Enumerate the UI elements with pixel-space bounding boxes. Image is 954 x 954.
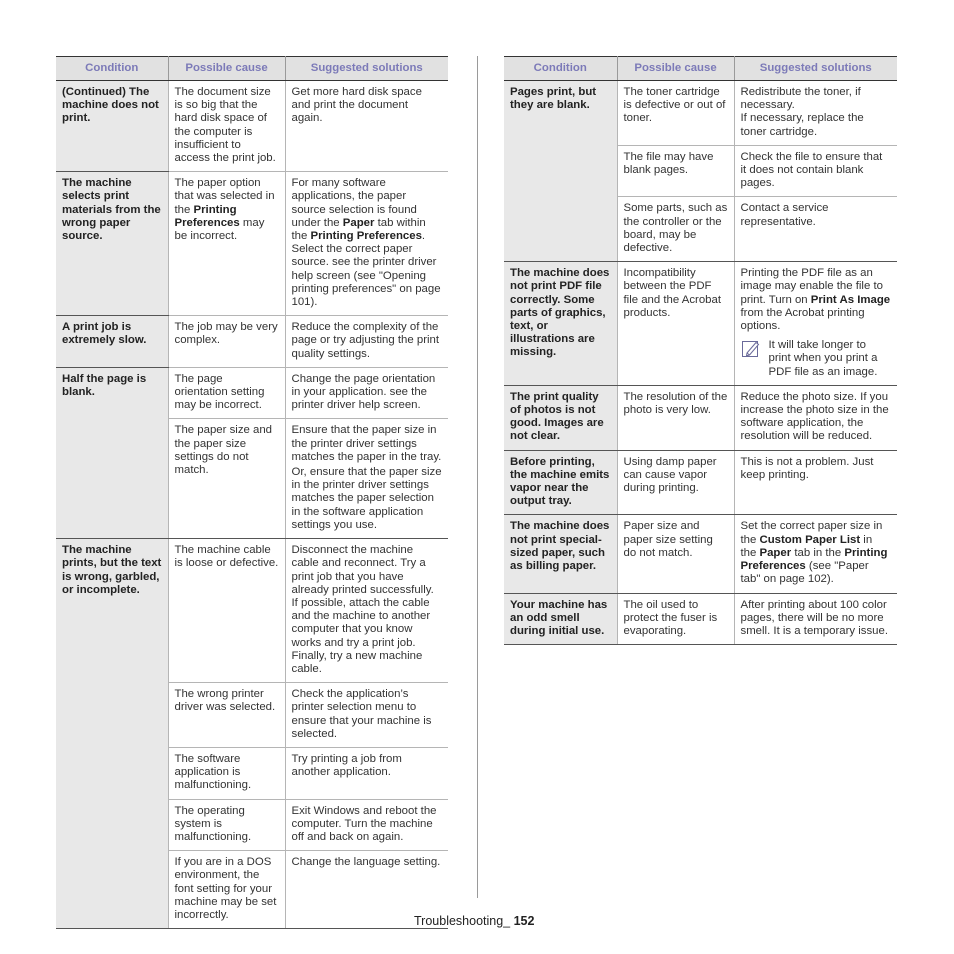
note-box bbox=[741, 339, 892, 379]
solution-cell: Exit Windows and reboot the computer. Turn the machine off and back on again. bbox=[285, 799, 448, 851]
note-pencil-icon bbox=[741, 339, 761, 359]
cause-cell: Some parts, such as the controller or the board, may be defective. bbox=[617, 197, 734, 262]
solution-cell: Reduce the photo size. If you increase the photo size in the software application, the resolution will be reduced. bbox=[734, 385, 897, 450]
solution-cell: This is not a problem. Just keep printing. bbox=[734, 450, 897, 515]
condition-cell: Your machine has an odd smell during initial use. bbox=[504, 593, 617, 645]
cause-cell: If you are in a DOS environment, the font setting for your machine may be set incorrectly. bbox=[168, 851, 285, 929]
solution-cell: Reduce the complexity of the page or try adjusting the print quality settings. bbox=[285, 316, 448, 368]
table-header-row bbox=[56, 57, 448, 81]
cause-cell: The resolution of the photo is very low. bbox=[617, 385, 734, 450]
solution-cell: Try printing a job from another application. bbox=[285, 747, 448, 799]
cause-cell: The wrong printer driver was selected. bbox=[168, 683, 285, 748]
condition-cell: A print job is extremely slow. bbox=[56, 316, 168, 368]
footer-section-title: Troubleshooting_ bbox=[414, 914, 514, 928]
cause-cell: The paper option that was selected in the Printing Preferences may be incorrect. bbox=[168, 172, 285, 316]
solution-cell: Set the correct paper size in the Custom Paper List in the Paper tab in the Printing Preferences (see "Paper tab" on page 102). bbox=[734, 515, 897, 593]
condition-cell: Half the page is blank. bbox=[56, 367, 168, 538]
table-row bbox=[504, 385, 897, 450]
solution-cell: After printing about 100 color pages, there will be no more smell. It is a temporary issue. bbox=[734, 593, 897, 645]
page-footer bbox=[414, 914, 534, 928]
table-row bbox=[504, 515, 897, 593]
cause-cell: Incompatibility between the PDF file and the Acrobat products. bbox=[617, 262, 734, 386]
header-possible-cause: Possible cause bbox=[168, 57, 285, 81]
cause-cell: The machine cable is loose or defective. bbox=[168, 539, 285, 683]
header-suggested-solutions: Suggested solutions bbox=[285, 57, 448, 81]
note-text: It will take longer to print when you print a PDF file as an image. bbox=[768, 339, 878, 378]
cause-cell: The oil used to protect the fuser is evaporating. bbox=[617, 593, 734, 645]
table-row bbox=[504, 81, 897, 146]
condition-cell: The machine does not print PDF file correctly. Some parts of graphics, text, or illustrations are missing. bbox=[504, 262, 617, 386]
table-row bbox=[504, 262, 897, 386]
condition-cell: The machine selects print materials from the wrong paper source. bbox=[56, 172, 168, 316]
table-row bbox=[56, 367, 448, 419]
solution-cell: Contact a service representative. bbox=[734, 197, 897, 262]
condition-cell: The machine does not print special- sized paper, such as billing paper. bbox=[504, 515, 617, 593]
condition-cell: The print quality of photos is not good. Images are not clear. bbox=[504, 385, 617, 450]
solution-cell: Change the page orientation in your application. see the printer driver help screen. bbox=[285, 367, 448, 419]
solution-cell: Redistribute the toner, if necessary. If necessary, replace the toner cartridge. bbox=[734, 81, 897, 146]
troubleshooting-table-left bbox=[56, 56, 448, 929]
header-suggested-solutions: Suggested solutions bbox=[734, 57, 897, 81]
table-row bbox=[56, 172, 448, 316]
cause-cell: The paper size and the paper size settings do not match. bbox=[168, 419, 285, 539]
table-header-row bbox=[504, 57, 897, 81]
cause-cell: The document size is so big that the hard disk space of the computer is insufficient to access the print job. bbox=[168, 81, 285, 172]
condition-cell: Pages print, but they are blank. bbox=[504, 81, 617, 262]
solution-cell: Change the language setting. bbox=[285, 851, 448, 929]
troubleshooting-table-right bbox=[504, 56, 897, 645]
table-row bbox=[56, 316, 448, 368]
cause-cell: Using damp paper can cause vapor during printing. bbox=[617, 450, 734, 515]
solution-cell: Get more hard disk space and print the document again. bbox=[285, 81, 448, 172]
solution-cell: For many software applications, the paper source selection is found under the Paper tab within the Printing Preferences. Select the correct paper source. see the printer driver help screen (see "Opening printing preferences" on page 101). bbox=[285, 172, 448, 316]
column-divider bbox=[477, 56, 478, 898]
cause-cell: The operating system is malfunctioning. bbox=[168, 799, 285, 851]
page-number: 152 bbox=[513, 914, 535, 928]
header-possible-cause: Possible cause bbox=[617, 57, 734, 81]
solution-cell: Ensure that the paper size in the printer driver settings matches the paper in the tray. Or, ensure that the paper size in the printer driver settings matches the paper selection in the software application settings you use. bbox=[285, 419, 448, 539]
table-row bbox=[504, 593, 897, 645]
cause-cell: The job may be very complex. bbox=[168, 316, 285, 368]
solution-cell: Printing the PDF file as an image may enable the file to print. Turn on Print As Image from the Acrobat printing options. It will take longer to print when you print a PDF file as an image. bbox=[734, 262, 897, 386]
header-condition: Condition bbox=[56, 57, 168, 81]
condition-cell: (Continued) The machine does not print. bbox=[56, 81, 168, 172]
condition-cell: Before printing, the machine emits vapor near the output tray. bbox=[504, 450, 617, 515]
table-row bbox=[56, 539, 448, 683]
cause-cell: The page orientation setting may be incorrect. bbox=[168, 367, 285, 419]
table-row bbox=[504, 450, 897, 515]
solution-cell: Check the file to ensure that it does not contain blank pages. bbox=[734, 145, 897, 197]
condition-cell: The machine prints, but the text is wrong, garbled, or incomplete. bbox=[56, 539, 168, 929]
cause-cell: The file may have blank pages. bbox=[617, 145, 734, 197]
cause-cell: Paper size and paper size setting do not match. bbox=[617, 515, 734, 593]
cause-cell: The toner cartridge is defective or out of toner. bbox=[617, 81, 734, 146]
table-row bbox=[56, 81, 448, 172]
header-condition: Condition bbox=[504, 57, 617, 81]
cause-cell: The software application is malfunctioning. bbox=[168, 747, 285, 799]
solution-cell: Disconnect the machine cable and reconnect. Try a print job that you have already printed successfully. If possible, attach the cable and the machine to another computer that you know works and try a print job. Finally, try a new machine cable. bbox=[285, 539, 448, 683]
solution-cell: Check the application’s printer selection menu to ensure that your machine is selected. bbox=[285, 683, 448, 748]
